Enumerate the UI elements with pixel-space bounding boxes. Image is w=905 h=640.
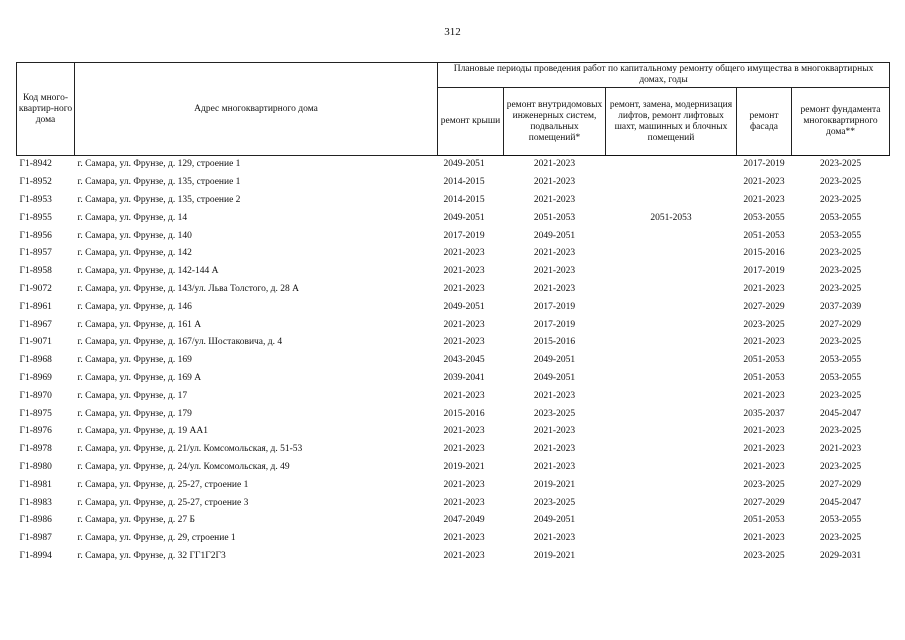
cell-lifts bbox=[606, 405, 737, 423]
cell-address: г. Самара, ул. Фрунзе, д. 25-27, строение 1 bbox=[77, 479, 249, 490]
cell-code: Г1-9071 bbox=[19, 337, 52, 348]
cell-foundation: 2023-2025 bbox=[819, 159, 862, 170]
cell-roof: 2021-2023 bbox=[443, 426, 485, 437]
cell-engineering: 2021-2023 bbox=[533, 444, 576, 455]
cell-lifts bbox=[606, 156, 737, 174]
cell-code: Г1-8942 bbox=[19, 159, 52, 170]
cell-foundation: 2037-2039 bbox=[819, 301, 862, 312]
cell-facade: 2021-2023 bbox=[743, 444, 785, 455]
cell-code: Г1-8983 bbox=[19, 497, 52, 508]
cell-foundation: 2053-2055 bbox=[819, 230, 862, 241]
cell-facade: 2017-2019 bbox=[743, 266, 785, 277]
cell-roof: 2039-2041 bbox=[443, 372, 485, 383]
cell-facade: 2051-2053 bbox=[743, 372, 785, 383]
cell-roof: 2049-2051 bbox=[443, 212, 485, 223]
cell-address: г. Самара, ул. Фрунзе, д. 24/ул. Комсомольская, д. 49 bbox=[77, 461, 290, 472]
cell-foundation: 2029-2031 bbox=[819, 550, 862, 561]
cell-foundation: 2045-2047 bbox=[819, 408, 862, 419]
header-planned-periods: Плановые периоды проведения работ по капитальному ремонту общего имущества в многоквартирных домах, годы bbox=[438, 63, 890, 88]
cell-code: Г1-8953 bbox=[19, 194, 52, 205]
cell-code: Г1-8986 bbox=[19, 515, 52, 526]
cell-foundation: 2053-2055 bbox=[819, 515, 862, 526]
cell-code: Г1-8955 bbox=[19, 212, 52, 223]
cell-lifts bbox=[606, 298, 737, 316]
cell-facade: 2027-2029 bbox=[743, 301, 785, 312]
cell-facade: 2027-2029 bbox=[743, 497, 785, 508]
table-row bbox=[17, 263, 890, 281]
cell-lifts bbox=[606, 370, 737, 388]
cell-roof: 2021-2023 bbox=[443, 444, 485, 455]
table-row bbox=[17, 192, 890, 210]
table-row bbox=[17, 476, 890, 494]
cell-facade: 2015-2016 bbox=[743, 248, 785, 259]
cell-roof: 2019-2021 bbox=[443, 461, 485, 472]
page-number: 312 bbox=[444, 26, 461, 38]
header-lifts: ремонт, замена, модернизация лифтов, ремонт лифтовых шахт, машинных и блочных помещений bbox=[606, 88, 737, 156]
cell-foundation: 2023-2025 bbox=[819, 283, 862, 294]
cell-engineering: 2021-2023 bbox=[533, 266, 576, 277]
table-row bbox=[17, 459, 890, 477]
table-row bbox=[17, 334, 890, 352]
cell-roof: 2021-2023 bbox=[443, 319, 485, 330]
table-header bbox=[17, 63, 890, 156]
cell-facade: 2021-2023 bbox=[743, 426, 785, 437]
cell-engineering: 2017-2019 bbox=[533, 319, 576, 330]
cell-code: Г1-8958 bbox=[19, 266, 52, 277]
table-row bbox=[17, 405, 890, 423]
cell-foundation: 2045-2047 bbox=[819, 497, 862, 508]
cell-address: г. Самара, ул. Фрунзе, д. 19 АА1 bbox=[77, 426, 208, 437]
table-row bbox=[17, 209, 890, 227]
cell-code: Г1-8976 bbox=[19, 426, 52, 437]
cell-foundation: 2027-2029 bbox=[819, 479, 862, 490]
cell-lifts bbox=[606, 530, 737, 548]
cell-lifts: 2051-2053 bbox=[650, 212, 692, 223]
cell-roof: 2015-2016 bbox=[443, 408, 485, 419]
cell-foundation: 2023-2025 bbox=[819, 266, 862, 277]
cell-lifts bbox=[606, 423, 737, 441]
cell-code: Г1-8968 bbox=[19, 355, 52, 366]
cell-engineering: 2049-2051 bbox=[533, 372, 576, 383]
table-row bbox=[17, 548, 890, 566]
cell-code: Г1-8967 bbox=[19, 319, 52, 330]
cell-foundation: 2023-2025 bbox=[819, 248, 862, 259]
cell-code: Г1-8956 bbox=[19, 230, 52, 241]
cell-lifts bbox=[606, 494, 737, 512]
cell-roof: 2014-2015 bbox=[443, 194, 485, 205]
cell-roof: 2021-2023 bbox=[443, 266, 485, 277]
cell-engineering: 2049-2051 bbox=[533, 230, 576, 241]
table-row bbox=[17, 530, 890, 548]
cell-lifts bbox=[606, 387, 737, 405]
header-engineering: ремонт внутридомовых инженерных систем, подвальных помещений* bbox=[504, 88, 606, 156]
cell-lifts bbox=[606, 227, 737, 245]
cell-facade: 2017-2019 bbox=[743, 159, 785, 170]
cell-lifts bbox=[606, 334, 737, 352]
cell-roof: 2021-2023 bbox=[443, 337, 485, 348]
cell-facade: 2021-2023 bbox=[743, 390, 785, 401]
table-row bbox=[17, 245, 890, 263]
cell-engineering: 2021-2023 bbox=[533, 461, 576, 472]
cell-code: Г1-8952 bbox=[19, 177, 52, 188]
table-row bbox=[17, 494, 890, 512]
cell-foundation: 2053-2055 bbox=[819, 372, 862, 383]
cell-address: г. Самара, ул. Фрунзе, д. 161 А bbox=[77, 319, 202, 330]
cell-facade: 2021-2023 bbox=[743, 283, 785, 294]
cell-code: Г1-8975 bbox=[19, 408, 52, 419]
cell-facade: 2035-2037 bbox=[743, 408, 785, 419]
table-row bbox=[17, 227, 890, 245]
cell-lifts bbox=[606, 192, 737, 210]
cell-lifts bbox=[606, 281, 737, 299]
cell-facade: 2021-2023 bbox=[743, 461, 785, 472]
cell-address: г. Самара, ул. Фрунзе, д. 169 А bbox=[77, 372, 202, 383]
cell-lifts bbox=[606, 441, 737, 459]
cell-lifts bbox=[606, 476, 737, 494]
table-row bbox=[17, 387, 890, 405]
table-row bbox=[17, 156, 890, 174]
cell-address: г. Самара, ул. Фрунзе, д. 29, строение 1 bbox=[77, 533, 236, 544]
cell-code: Г1-8969 bbox=[19, 372, 52, 383]
cell-facade: 2051-2053 bbox=[743, 515, 785, 526]
cell-code: Г1-8970 bbox=[19, 390, 52, 401]
cell-roof: 2021-2023 bbox=[443, 550, 485, 561]
cell-engineering: 2023-2025 bbox=[533, 497, 576, 508]
cell-facade: 2023-2025 bbox=[743, 319, 785, 330]
cell-roof: 2021-2023 bbox=[443, 533, 485, 544]
table-body bbox=[17, 156, 890, 566]
cell-address: г. Самара, ул. Фрунзе, д. 140 bbox=[77, 230, 192, 241]
cell-roof: 2049-2051 bbox=[443, 301, 485, 312]
cell-address: г. Самара, ул. Фрунзе, д. 142 bbox=[77, 248, 192, 259]
table-row bbox=[17, 298, 890, 316]
cell-engineering: 2021-2023 bbox=[533, 390, 576, 401]
cell-address: г. Самара, ул. Фрунзе, д. 169 bbox=[77, 355, 192, 366]
cell-roof: 2049-2051 bbox=[443, 159, 485, 170]
cell-roof: 2021-2023 bbox=[443, 248, 485, 259]
cell-engineering: 2021-2023 bbox=[533, 159, 576, 170]
cell-foundation: 2023-2025 bbox=[819, 337, 862, 348]
cell-engineering: 2021-2023 bbox=[533, 248, 576, 259]
cell-foundation: 2053-2055 bbox=[819, 355, 862, 366]
cell-lifts bbox=[606, 352, 737, 370]
cell-lifts bbox=[606, 263, 737, 281]
cell-foundation: 2023-2025 bbox=[819, 426, 862, 437]
cell-address: г. Самара, ул. Фрунзе, д. 167/ул. Шостаковича, д. 4 bbox=[77, 337, 283, 348]
cell-facade: 2051-2053 bbox=[743, 355, 785, 366]
header-roof: ремонт крыши bbox=[438, 88, 504, 156]
cell-code: Г1-8987 bbox=[19, 533, 52, 544]
cell-roof: 2043-2045 bbox=[443, 355, 485, 366]
cell-code: Г1-8978 bbox=[19, 444, 52, 455]
table-row bbox=[17, 512, 890, 530]
cell-address: г. Самара, ул. Фрунзе, д. 142-144 А bbox=[77, 266, 219, 277]
cell-engineering: 2021-2023 bbox=[533, 177, 576, 188]
cell-foundation: 2023-2025 bbox=[819, 533, 862, 544]
cell-code: Г1-8994 bbox=[19, 550, 52, 561]
cell-engineering: 2021-2023 bbox=[533, 194, 576, 205]
cell-engineering: 2021-2023 bbox=[533, 426, 576, 437]
header-facade: ремонт фасада bbox=[737, 88, 792, 156]
cell-roof: 2021-2023 bbox=[443, 497, 485, 508]
table-row bbox=[17, 281, 890, 299]
cell-lifts bbox=[606, 548, 737, 566]
repair-schedule-table bbox=[16, 62, 890, 565]
cell-facade: 2023-2025 bbox=[743, 479, 785, 490]
cell-lifts bbox=[606, 245, 737, 263]
table-row bbox=[17, 441, 890, 459]
cell-address: г. Самара, ул. Фрунзе, д. 21/ул. Комсомольская, д. 51-53 bbox=[77, 444, 303, 455]
cell-roof: 2021-2023 bbox=[443, 283, 485, 294]
cell-facade: 2021-2023 bbox=[743, 177, 785, 188]
cell-code: Г1-9072 bbox=[19, 283, 52, 294]
cell-address: г. Самара, ул. Фрунзе, д. 135, строение 2 bbox=[77, 194, 241, 205]
header-code: Код много-квартир-ного дома bbox=[17, 63, 75, 156]
table-row bbox=[17, 316, 890, 334]
cell-code: Г1-8981 bbox=[19, 479, 52, 490]
cell-roof: 2021-2023 bbox=[443, 390, 485, 401]
cell-engineering: 2017-2019 bbox=[533, 301, 576, 312]
cell-facade: 2023-2025 bbox=[743, 550, 785, 561]
cell-facade: 2051-2053 bbox=[743, 230, 785, 241]
cell-foundation: 2021-2023 bbox=[819, 444, 862, 455]
cell-facade: 2021-2023 bbox=[743, 194, 785, 205]
cell-address: г. Самара, ул. Фрунзе, д. 25-27, строение 3 bbox=[77, 497, 249, 508]
cell-address: г. Самара, ул. Фрунзе, д. 27 Б bbox=[77, 515, 195, 526]
cell-foundation: 2023-2025 bbox=[819, 461, 862, 472]
cell-facade: 2053-2055 bbox=[743, 212, 785, 223]
cell-facade: 2021-2023 bbox=[743, 337, 785, 348]
cell-roof: 2021-2023 bbox=[443, 479, 485, 490]
cell-roof: 2047-2049 bbox=[443, 515, 485, 526]
cell-address: г. Самара, ул. Фрунзе, д. 146 bbox=[77, 301, 192, 312]
cell-lifts bbox=[606, 512, 737, 530]
cell-foundation: 2023-2025 bbox=[819, 194, 862, 205]
cell-address: г. Самара, ул. Фрунзе, д. 135, строение 1 bbox=[77, 177, 241, 188]
cell-engineering: 2051-2053 bbox=[533, 212, 576, 223]
cell-engineering: 2019-2021 bbox=[533, 550, 576, 561]
table-row bbox=[17, 352, 890, 370]
cell-foundation: 2023-2025 bbox=[819, 177, 862, 188]
cell-code: Г1-8957 bbox=[19, 248, 52, 259]
table-row bbox=[17, 423, 890, 441]
cell-code: Г1-8961 bbox=[19, 301, 52, 312]
cell-engineering: 2021-2023 bbox=[533, 283, 576, 294]
cell-lifts bbox=[606, 459, 737, 477]
cell-lifts bbox=[606, 174, 737, 192]
cell-engineering: 2021-2023 bbox=[533, 533, 576, 544]
cell-foundation: 2023-2025 bbox=[819, 390, 862, 401]
cell-engineering: 2015-2016 bbox=[533, 337, 576, 348]
cell-address: г. Самара, ул. Фрунзе, д. 143/ул. Льва Толстого, д. 28 А bbox=[77, 283, 299, 294]
cell-code: Г1-8980 bbox=[19, 461, 52, 472]
cell-engineering: 2019-2021 bbox=[533, 479, 576, 490]
cell-address: г. Самара, ул. Фрунзе, д. 32 ГГ1Г2Г3 bbox=[77, 550, 226, 561]
cell-address: г. Самара, ул. Фрунзе, д. 179 bbox=[77, 408, 192, 419]
cell-roof: 2014-2015 bbox=[443, 177, 485, 188]
header-address: Адрес многоквартирного дома bbox=[75, 63, 438, 156]
cell-address: г. Самара, ул. Фрунзе, д. 14 bbox=[77, 212, 188, 223]
header-foundation: ремонт фундамента многоквартирного дома** bbox=[792, 88, 890, 156]
cell-roof: 2017-2019 bbox=[443, 230, 485, 241]
cell-foundation: 2053-2055 bbox=[819, 212, 862, 223]
cell-foundation: 2027-2029 bbox=[819, 319, 862, 330]
cell-engineering: 2049-2051 bbox=[533, 355, 576, 366]
cell-address: г. Самара, ул. Фрунзе, д. 129, строение 1 bbox=[77, 159, 241, 170]
cell-engineering: 2049-2051 bbox=[533, 515, 576, 526]
cell-engineering: 2023-2025 bbox=[533, 408, 576, 419]
cell-facade: 2021-2023 bbox=[743, 533, 785, 544]
cell-address: г. Самара, ул. Фрунзе, д. 17 bbox=[77, 390, 188, 401]
cell-lifts bbox=[606, 316, 737, 334]
table-row bbox=[17, 174, 890, 192]
table-row bbox=[17, 370, 890, 388]
